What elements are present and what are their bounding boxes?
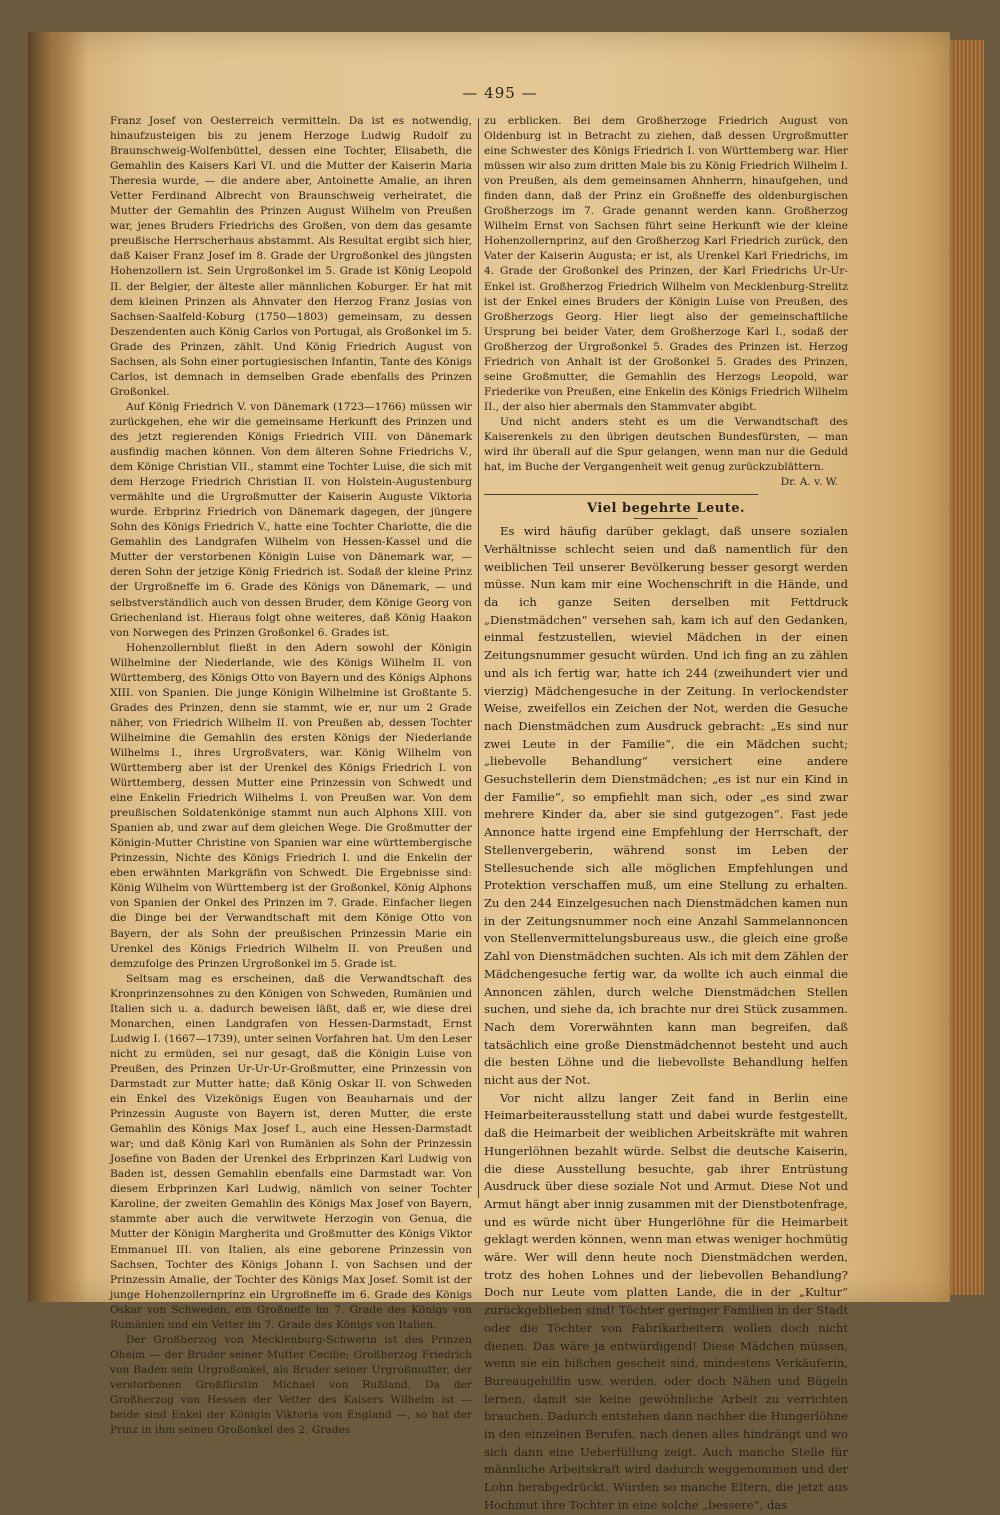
paragraph: Und nicht anders steht es um die Verwandtschaft des Kaiserenkels zu den übrigen deutschen Bundesfürsten, — man wird ihr überall auf die Spur gelangen, wenn man nur die Geduld hat, im Buche der Vergangenheit weit genug zurückzublättern.	[484, 415, 848, 474]
paragraph: zu erblicken. Bei dem Großherzoge Friedrich August von Oldenburg ist in Betracht zu ziehen, daß dessen Urgroßmutter eine Schwester des Königs Friedrich I. von Württemberg war. Hier müssen wir also zum dritten Male bis zu König Friedrich Wilhelm I. von Preußen, als dem gemeinsamen Ahnherrn, hinaufgehen, und finden dann, daß der Prinz ein Großneffe des oldenburgischen Großherzogs im 7. Grade genannt werden kann. Großherzog Wilhelm Ernst von Sachsen führt seine Herkunft wie der kleine Hohenzollernprinz, auf den Großherzog Karl Friedrich zurück, den Vater der Kaiserin Augusta; er ist, als Urenkel Karl Friedrichs, im 4. Grade der Großonkel des Prinzen, der Karl Friedrichs Ur-Ur-Enkel ist. Großherzog Friedrich Wilhelm von Mecklenburg-Strelitz ist der Enkel eines Bruders der Königin Luise von Preußen, des Großherzogs Georg. Hier liegt also der gemeinschaftliche Ursprung bei beider Vater, dem Großherzoge Karl I., sodaß der Großherzog der Urgroßonkel 5. Grades des Prinzen ist. Herzog Friedrich von Anhalt ist der Großonkel 5. Grades des Prinzen, seine Großmutter, die Gemahlin des Herzogs Leopold, war Friederike von Preußen, eine Enkelin des Königs Friedrich Wilhelm II., der also hier abermals den Stammvater abgibt.	[484, 115, 848, 413]
paragraph: Hohenzollernblut fließt in den Adern sowohl der Königin Wilhelmine der Niederlande, wie des Königs Wilhelm II. von Württemberg, des Königs Otto von Bayern und des Königs Alphons XIII. von Spanien. Die junge Königin Wilhelmine ist Großtante 5. Grades des Prinzen, denn sie stammt, wie er, nur um 2 Grade näher, von Friedrich Wilhelm II. von Preußen ab, dessen Tochter Wilhelmine die Gemahlin des ersten Königs der Niederlande Wilhelms I., ihres Urgroßvaters, war. König Wilhelm von Württemberg aber ist der Urenkel des Königs Friedrich I. von Württemberg, dessen Mutter eine Prinzessin von Schwedt und eine Enkelin Friedrich Wilhelms I. von Preußen war. Von dem preußischen Soldatenkönige stammt nun auch Alphons XIII. von Spanien ab, und zwar auf dem gleichen Wege. Die Großmutter der Königin-Mutter Christine von Spanien war eine württembergische Prinzessin, Nichte des Königs Friedrich I. und die Enkelin der eben erwähnten Markgräfin von Schwedt. Die Ergebnisse sind: König Wilhelm von Württemberg ist der Großonkel, König Alphons von Spanien der Onkel des Prinzen im 7. Grade. Einfacher liegen die Dinge bei der Verwandtschaft mit dem Könige Otto von Bayern, der als Sohn der preußischen Prinzessin Marie ein Urenkel des Königs Friedrich Wilhelm II. von Preußen und demzufolge des Prinzen Urgroßonkel im 5. Grade ist.	[110, 641, 472, 970]
article-title: Viel begehrte Leute.	[586, 501, 746, 517]
paragraph: Es wird häufig darüber geklagt, daß unsere sozialen Verhältnisse schlecht seien und daß namentlich für den weiblichen Teil unserer Bevölkerung besser gesorgt werden müsse. Nun kam mir eine Wochenschrift in die Hände, und da ich ganze Seiten derselben mit Fettdruck „Dienstmädchen“ versehen sah, kam ich auf den Gedanken, einmal festzustellen, wieviel Mädchen in der einen Zeitungsnummer gesucht würden. Und ich fing an zu zählen und als ich fertig war, hatte ich 244 (zweihundert vier und vierzig) Mädchengesuche in der Zeitung. In verlockendster Weise, zweifellos ein Zeichen der Not, werden die Gesuche nach Dienstmädchen zum Ausdruck gebracht: „Es sind nur zwei Leute in der Familie“, die ein Mädchen sucht; „liebevolle Behandlung“ versichert eine andere Gesuchstellerin dem Dienstmädchen; „es ist nur ein Kind in der Familie“, so empfiehlt man sich, oder „es sind zwar mehrere Kinder da, aber sie sind gutgezogen“. Fast jede Annonce hatte irgend eine Empfehlung der Herrschaft, der Stellenvergeberin, während sonst im Leben der Stellesuchende sich alle möglichen Empfehlungen und Protektion verschaffen muß, um eine Stellung zu erhalten. Zu den 244 Einzelgesuchen nach Dienstmädchen kamen nun in der Zeitungsnummer noch eine Anzahl Sammelannoncen von Stellenvermittelungsbureaus usw., die gleich eine große Zahl von Dienstmädchen suchten. Als ich mit dem Zählen der Mädchengesuche fertig war, da wollte ich auch einmal die Annoncen zählen, durch welche Dienstmädchen Stellen suchen, und siehe da, ich brachte nur drei Stück zusammen. Nach dem Vorerwähnten kann man begreifen, daß tatsächlich eine große Dienstmädchennot besteht und auch die besten Löhne und die liebevollste Behandlung helfen nicht aus der Not.	[484, 524, 848, 1088]
title-underline	[634, 518, 698, 519]
right-column	[484, 114, 848, 1512]
section-rule	[484, 494, 758, 495]
paragraph: Seltsam mag es erscheinen, daß die Verwandtschaft des Kronprinzensohnes zu den Königen von Schweden, Rumänien und Italien sich u. a. dadurch beweisen läßt, daß er, wie diese drei Monarchen, einen Landgrafen von Hessen-Darmstadt, Ernst Ludwig I. (1667—1739), unter seinen Vorfahren hat. Um den Leser nicht zu ermüden, sei nur gesagt, daß die Königin Luise von Preußen, des Prinzen Ur-Ur-Ur-Großmutter, eine Prinzessin von Darmstadt zur Mutter hatte; daß König Oskar II. von Schweden ein Enkel des Vizekönigs Eugen von Beauharnais und der Prinzessin Auguste von Bayern ist, deren Mutter, die erste Gemahlin des Königs Max Josef I., auch eine Hessen-Darmstadt war; und daß König Karl von Rumänien als Sohn der Prinzessin Josefine von Baden der Urenkel des Erbprinzen Karl Ludwig von Baden ist, dessen Gemahlin ebenfalls eine Darmstadt war. Von diesem Erbprinzen Karl Ludwig, nämlich von seiner Tochter Karoline, der zweiten Gemahlin des Königs Max Josef von Bayern, stammte aber auch die verwitwete Herzogin von Genua, die Mutter der Königin Margherita und Großmutter des Königs Viktor Emmanuel III. von Italien, als eine geborene Prinzessin von Sachsen, Tochter des Königs Johann I. von Sachsen und der Prinzessin Amalie, der Tochter des Königs Max Josef. Somit ist der junge Hohenzollernprinz ein Urgroßneffe im 6. Grade des Königs Oskar von Schweden, ein Großneffe im 7. Grade des Königs von Rumänien und ein Vetter im 7. Grade des Königs von Italien.	[110, 972, 472, 1331]
paragraph: Auf König Friedrich V. von Dänemark (1723—1766) müssen wir zurückgehen, ehe wir die gemeinsame Herkunft des Prinzen und des jetzt regierenden Königs Friedrich VIII. von Dänemark ausfindig machen können. Von dem älteren Sohne Friedrichs V., dem Könige Christian VII., stammt eine Tochter Luise, die sich mit dem Herzoge Friedrich Christian II. von Holstein-Augustenburg vermählte und die Urgroßmutter der Kaiserin Auguste Viktoria wurde. Erbprinz Friedrich von Dänemark dagegen, der jüngere Sohn des Königs Friedrich V., hatte eine Tochter Charlotte, die die Gemahlin des Landgrafen Wilhelm von Hessen-Kassel und die Mutter der verstorbenen Königin Luise von Dänemark war, — deren Sohn der jetzige König Friedrich ist. Sodaß der kleine Prinz der Urgroßneffe im 6. Grade des Königs von Dänemark, — und selbstverständlich auch von dessen Bruder, dem Könige Georg von Griechenland ist. Hieraus folgt ohne weiteres, daß König Haakon von Norwegen des Prinzen Großonkel 6. Grades ist.	[110, 400, 472, 639]
left-column	[110, 114, 472, 1437]
page-number: — 495 —	[462, 84, 538, 102]
article-body	[484, 523, 848, 1514]
paragraph: Vor nicht allzu langer Zeit fand in Berlin eine Heimarbeiterausstellung statt und dabei wurde festgestellt, daß die Heimarbeit der weiblichen Arbeitskräfte mit wahren Hungerlöhnen bezahlt würde. Selbst die deutsche Kaiserin, die diese Ausstellung besuchte, gab ihrer Entrüstung Ausdruck über diese soziale Not und Armut. Diese Not und Armut hängt aber innig zusammen mit der Dienstbotenfrage, und es würde nicht über Hungerlöhne für die Heimarbeit geklagt werden können, wenn man etwas weniger hochmütig wäre. Wer will denn heute noch Dienstmädchen werden, trotz des hohen Lohnes und der liebevollen Behandlung? Doch nur Leute vom platten Lande, die in der „Kultur“ zurückgeblieben sind! Töchter geringer Familien in der Stadt oder die Töchter von Fabrikarbeitern wollen doch nicht dienen. Das wäre ja entwürdigend! Diese Mädchen müssen, wenn sie ein bißchen gescheit sind, mindestens Verkäuferin, Bureaugehilfin usw. werden, oder doch Nähen und Bügeln lernen, damit sie keine gewöhnliche Arbeit zu verrichten brauchen. Dadurch entstehen dann nachher die Hungerlöhne in den einzelnen Berufen, nach denen alles hindrängt und wo sich dann eine Ueberfüllung zeigt. Auch manche Stelle für männliche Arbeitskraft wird dadurch weggenommen und der Lohn herabgedrückt. Würden so manche Eltern, die jetzt aus Hochmut ihre Tochter in eine solche „bessere“, das	[484, 1090, 848, 1512]
page-edges	[950, 40, 984, 1295]
paragraph: Franz Josef von Oesterreich vermitteln. Da ist es notwendig, hinaufzusteigen bis zu jenem Herzoge Ludwig Rudolf zu Braunschweig-Wolfenbüttel, dessen eine Tochter, Elisabeth, die Gemahlin des Kaisers Karl VI. und die Mutter der Kaiserin Maria Theresia wurde, — die andere aber, Antoinette Amalie, an ihren Vetter Ferdinand Albrecht von Braunschweig verheiratet, die Mutter der Gemahlin des Prinzen August Wilhelm von Preußen war, jenes Bruders Friedrichs des Großen, von dem das gesamte preußische Herrscherhaus abstammt. Als Resultat ergibt sich hier, daß Kaiser Franz Josef im 8. Grade der Urgroßonkel des jüngsten Hohenzollern ist. Sein Urgroßonkel im 5. Grade ist König Leopold II. der Belgier, der älteste aller männlichen Koburger. Er hat mit dem kleinen Prinzen als Ahnvater den Herzog Franz Josias von Sachsen-Saalfeld-Koburg (1750—1803) gemeinsam, zu dessen Deszendenten auch König Carlos von Portugal, als Großonkel im 5. Grade des Prinzen, zählt. Und König Friedrich August von Sachsen, als Sohn einer portugiesischen Infantin, Tante des Königs Carlos, ist demnach in demselben Grade ebenfalls des Prinzen Großonkel.	[110, 115, 472, 398]
author-signature: Dr. A. v. W.	[780, 476, 838, 489]
column-divider	[478, 118, 479, 1198]
paragraph: Der Großherzog von Mecklenburg-Schwerin ist des Prinzen Oheim — der Bruder seiner Mutter Cecilie; Großherzog Friedrich von Baden sein Urgroßonkel, als Bruder seiner Urgroßmutter, der verstorbenen Großfürstin Michael von Rußland. Da der Großherzog von Hessen der Vetter des Kaisers Wilhelm ist — beide sind Enkel der Königin Viktoria von England —, so hat der Prinz in ihm seinen Großonkel des 2. Grades	[110, 1333, 472, 1437]
book-gutter	[28, 32, 88, 1302]
